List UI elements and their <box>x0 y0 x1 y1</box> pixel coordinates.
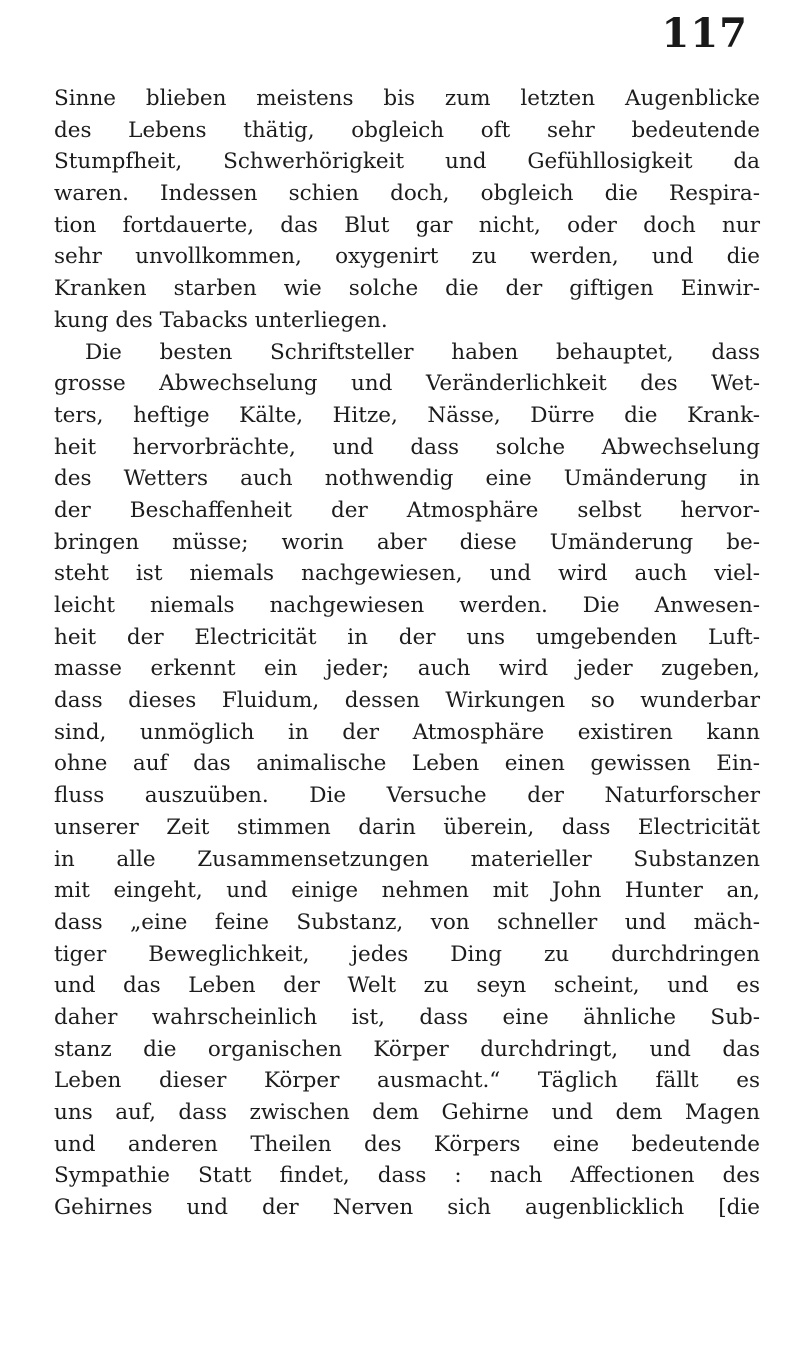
text-line: ters, heftige Kälte, Hitze, Nässe, Dürre die Krank- <box>54 402 760 428</box>
body-text <box>54 83 760 1224</box>
text-line: daher wahrscheinlich ist, dass eine ähnliche Sub- <box>54 1004 760 1030</box>
text-line: Sympathie Statt findet, dass : nach Affectionen des <box>54 1163 760 1189</box>
text-line: grosse Abwechselung und Veränderlichkeit des Wet- <box>54 371 760 397</box>
text-line: dass „eine feine Substanz, von schneller und mäch- <box>54 909 760 935</box>
text-line: ohne auf das animalische Leben einen gewissen Ein- <box>54 751 760 777</box>
text-line: Stumpfheit, Schwerhörigkeit und Gefühllosigkeit da <box>54 149 760 175</box>
text-line: leicht niemals nachgewiesen werden. Die Anwesen- <box>54 593 760 618</box>
text-line: bringen müsse; worin aber diese Umänderung be- <box>54 529 760 555</box>
text-line: der Beschaffenheit der Atmosphäre selbst hervor- <box>54 497 760 523</box>
text-line: des Lebens thätig, obgleich oft sehr bedeutende <box>54 117 760 143</box>
text-line: heit der Electricität in der uns umgebenden Luft- <box>54 624 760 650</box>
text-line: und anderen Theilen des Körpers eine bedeutende <box>54 1131 760 1157</box>
text-line: heit hervorbrächte, und dass solche Abwechselung <box>54 434 760 460</box>
text-line: dass dieses Fluidum, dessen Wirkungen so wunderbar <box>54 688 760 714</box>
text-line: unserer Zeit stimmen darin überein, dass Electricität <box>54 814 760 840</box>
text-line: fluss auszuüben. Die Versuche der Naturforscher <box>54 783 760 809</box>
text-line: Sinne blieben meistens bis zum letzten Augenblicke <box>54 86 760 111</box>
text-line: Kranken starben wie solche die der giftigen Einwir- <box>54 276 760 302</box>
page-number: 117 <box>661 10 748 57</box>
text-line: stanz die organischen Körper durchdringt, und das <box>54 1036 760 1062</box>
text-line: uns auf, dass zwischen dem Gehirne und dem Magen <box>54 1100 760 1125</box>
text-line: steht ist niemals nachgewiesen, und wird auch viel- <box>54 561 760 587</box>
text-line: sehr unvollkommen, oxygenirt zu werden, und die <box>54 244 760 270</box>
text-line: des Wetters auch nothwendig eine Umänderung in <box>54 466 760 492</box>
text-line: Die besten Schriftsteller haben behauptet, dass <box>85 339 760 365</box>
text-line: masse erkennt ein jeder; auch wird jeder zugeben, <box>54 656 760 682</box>
text-line: Gehirnes und der Nerven sich augenblicklich [die <box>54 1195 760 1221</box>
text-line: waren. Indessen schien doch, obgleich die Respira- <box>54 181 760 207</box>
text-line: und das Leben der Welt zu seyn scheint, und es <box>54 973 760 999</box>
text-line: sind, unmöglich in der Atmosphäre existiren kann <box>54 719 760 745</box>
text-line: in alle Zusammensetzungen materieller Substanzen <box>54 846 760 872</box>
text-line: mit eingeht, und einige nehmen mit John Hunter an, <box>54 878 760 904</box>
text-line: tion fortdauerte, das Blut gar nicht, oder doch nur <box>54 212 760 238</box>
text-line: kung des Tabacks unterliegen. <box>54 307 388 333</box>
text-line: Leben dieser Körper ausmacht.“ Täglich fällt es <box>54 1068 760 1094</box>
text-line: tiger Beweglichkeit, jedes Ding zu durchdringen <box>54 941 760 967</box>
